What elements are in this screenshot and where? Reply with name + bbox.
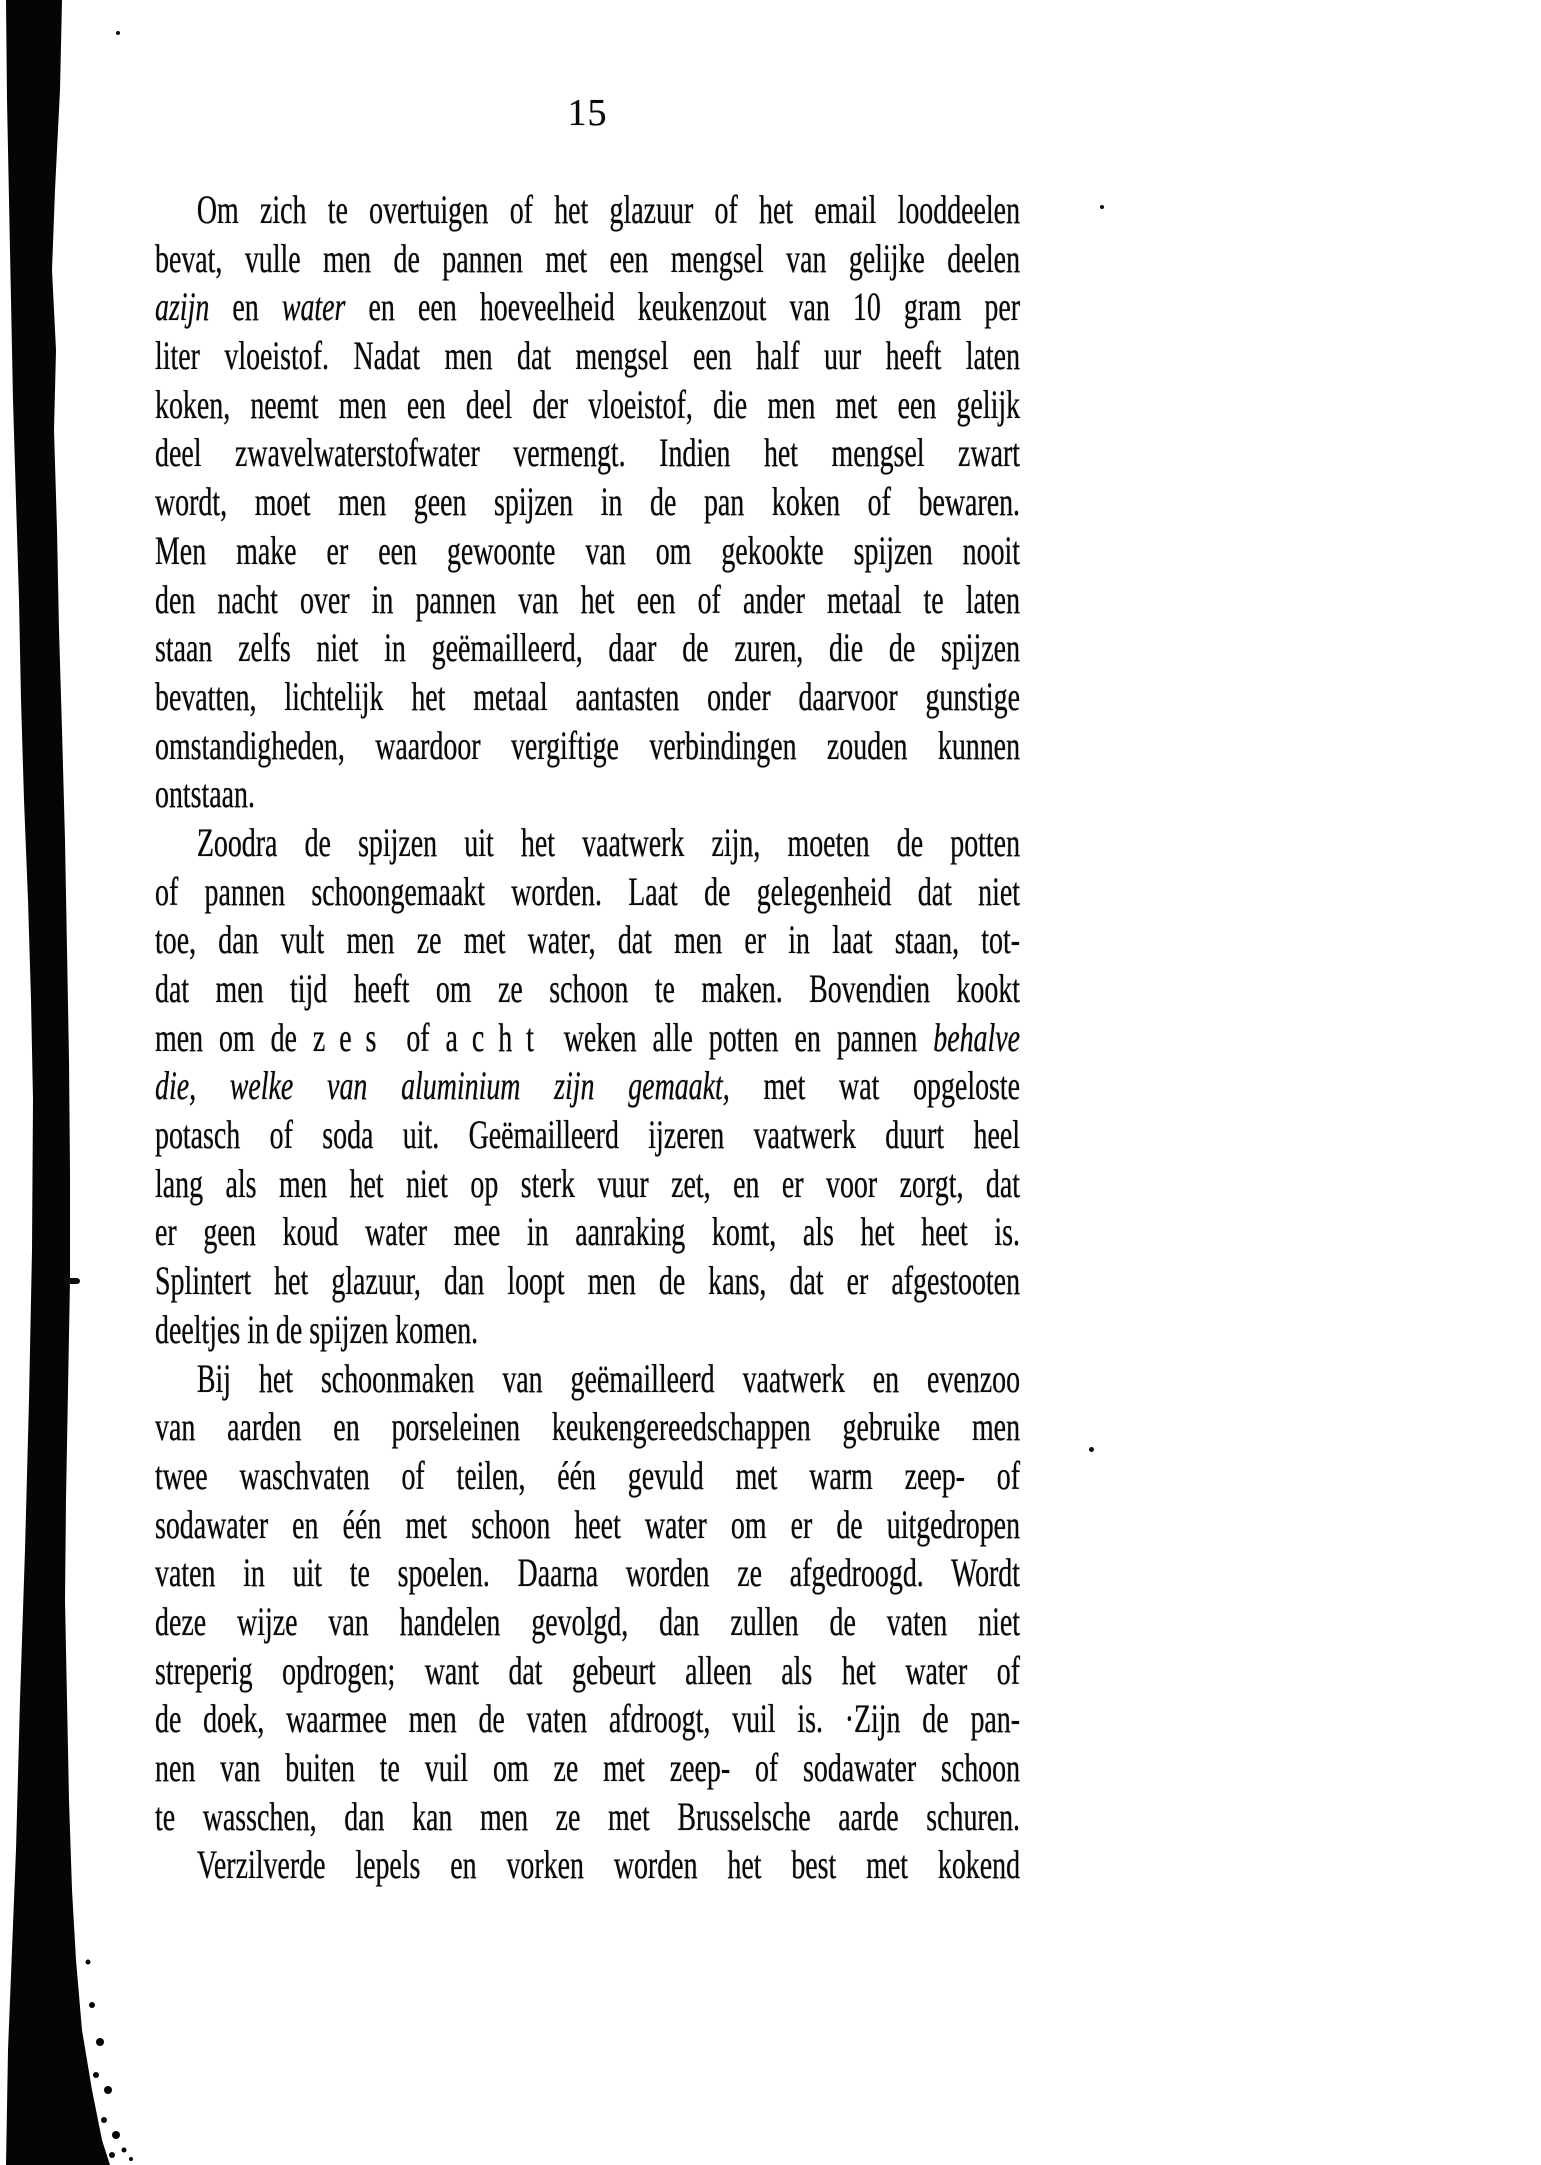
body-text: [155, 186, 1020, 1890]
text-line: [155, 429, 1020, 478]
text-segment: weken alle potten en pannen: [547, 1014, 934, 1060]
text-segment: en een hoeveelheid keukenzout van 10 gram per: [345, 284, 1021, 330]
text-line: [155, 722, 1020, 771]
text-segment: lang als men het niet op sterk vuur zet, en er voor zorgt, dat: [155, 1160, 1021, 1206]
text-line: [155, 819, 1020, 868]
text-line: [155, 381, 1020, 430]
text-segment: Zoodra de spijzen uit het vaatwerk zijn, moeten de potten: [196, 819, 1021, 865]
text-line: [155, 1306, 1020, 1355]
text-segment: koken, neemt men een deel der vloeistof, die men met een gelijk: [155, 381, 1021, 427]
text-segment: streperig opdrogen; want dat gebeurt alleen als het water of: [155, 1647, 1021, 1693]
text-line: [155, 1695, 1020, 1744]
text-line: [155, 235, 1020, 284]
page-number: 15: [567, 92, 608, 134]
text-segment: er geen koud water mee in aanraking komt, als het heet is.: [155, 1209, 1021, 1255]
text-line: [155, 283, 1020, 332]
text-segment: Men make er een gewoonte van om gekookte spijzen nooit: [155, 527, 1021, 573]
text-line: [155, 1647, 1020, 1696]
text-segment: te wasschen, dan kan men ze met Brusselsche aarde schuren.: [155, 1793, 1021, 1839]
text-line: [155, 1355, 1020, 1404]
text-segment: de doek, waarmee men de vaten afdroogt, vuil is. ·Zijn de pan-: [155, 1696, 1021, 1742]
text-line: [155, 770, 1020, 819]
text-segment: bevat, vulle men de pannen met een mengsel van gelijke deelen: [155, 235, 1021, 281]
text-line: [155, 624, 1020, 673]
text-line: [155, 1841, 1020, 1890]
text-segment: ontstaan.: [155, 771, 255, 817]
text-line: [155, 478, 1020, 527]
text-line: [155, 332, 1020, 381]
text-segment: twee waschvaten of teilen, één gevuld met warm zeep- of: [155, 1452, 1021, 1498]
text-segment: liter vloeistof. Nadat men dat mengsel een half uur heeft laten: [155, 333, 1021, 379]
text-line: [155, 186, 1020, 235]
text-line: [155, 1452, 1020, 1501]
binding-shadow: [0, 0, 160, 2165]
letterspaced-text: acht: [445, 1014, 548, 1060]
text-line: [155, 965, 1020, 1014]
text-line: [155, 1598, 1020, 1647]
text-segment: nen van buiten te vuil om ze met zeep- of sodawater schoon: [155, 1745, 1021, 1790]
text-line: [155, 1744, 1020, 1793]
text-segment: met wat opgeloste: [729, 1063, 1021, 1109]
text-segment: omstandigheden, waardoor vergiftige verbindingen zouden kunnen: [155, 722, 1021, 768]
text-line: [155, 576, 1020, 625]
text-segment: en: [209, 284, 282, 330]
text-line: [155, 916, 1020, 965]
text-segment: staan zelfs niet in geëmailleerd, daar de zuren, die de spijzen: [155, 625, 1021, 671]
text-segment: van aarden en porseleinen keukengereedschappen gebruike men: [155, 1404, 1021, 1450]
text-segment: of: [390, 1014, 446, 1060]
text-segment: bevatten, lichtelijk het metaal aantasten onder daarvoor gunstige: [155, 673, 1021, 719]
text-line: [155, 527, 1020, 576]
text-line: [155, 1208, 1020, 1257]
text-segment: Om zich te overtuigen of het glazuur of het email looddeelen: [196, 187, 1021, 232]
letterspaced-text: zes: [312, 1014, 391, 1060]
text-line: [155, 1257, 1020, 1306]
text-line: [155, 1501, 1020, 1550]
italic-text: water: [281, 284, 346, 330]
text-segment: wordt, moet men geen spijzen in de pan koken of bewaren.: [155, 479, 1021, 525]
text-segment: dat men tijd heeft om ze schoon te maken. Bovendien kookt: [155, 966, 1021, 1011]
text-segment: vaten in uit te spoelen. Daarna worden ze afgedroogd. Wordt: [155, 1550, 1021, 1596]
text-segment: toe, dan vult men ze met water, dat men er in laat staan, tot-: [155, 917, 1021, 963]
text-segment: deze wijze van handelen gevolgd, dan zullen de vaten niet: [155, 1598, 1021, 1644]
text-segment: of pannen schoongemaakt worden. Laat de gelegenheid dat niet: [155, 868, 1021, 914]
scan-speck: [116, 31, 120, 35]
text-line: [155, 1549, 1020, 1598]
text-segment: deel zwavelwaterstofwater vermengt. Indien het mengsel zwart: [155, 430, 1021, 476]
italic-text: azijn: [155, 284, 210, 330]
text-segment: potasch of soda uit. Geëmailleerd ijzeren vaatwerk duurt heel: [155, 1112, 1021, 1158]
scan-speck: [1100, 205, 1104, 209]
italic-text: die, welke van aluminium zijn gemaakt,: [155, 1063, 730, 1109]
scan-speck: [1089, 1447, 1094, 1452]
text-segment: sodawater en één met schoon heet water om er de uitgedropen: [155, 1501, 1021, 1547]
text-segment: men om de: [155, 1014, 313, 1060]
text-line: [155, 1111, 1020, 1160]
text-segment: Verzilverde lepels en vorken worden het best met kokend: [196, 1842, 1021, 1888]
scan-speck: [64, 1278, 80, 1284]
italic-text: behalve: [933, 1014, 1021, 1060]
text-line: [155, 1793, 1020, 1842]
text-line: [155, 1014, 1020, 1063]
text-line: [155, 868, 1020, 917]
text-segment: deeltjes in de spijzen komen.: [155, 1306, 479, 1352]
text-segment: Splintert het glazuur, dan loopt men de kans, dat er afgestooten: [155, 1258, 1021, 1304]
text-line: [155, 1062, 1020, 1111]
text-line: [155, 673, 1020, 722]
text-segment: den nacht over in pannen van het een of ander metaal te laten: [155, 576, 1021, 622]
text-segment: Bij het schoonmaken van geëmailleerd vaatwerk en evenzoo: [196, 1355, 1021, 1401]
text-line: [155, 1403, 1020, 1452]
text-line: [155, 1160, 1020, 1209]
